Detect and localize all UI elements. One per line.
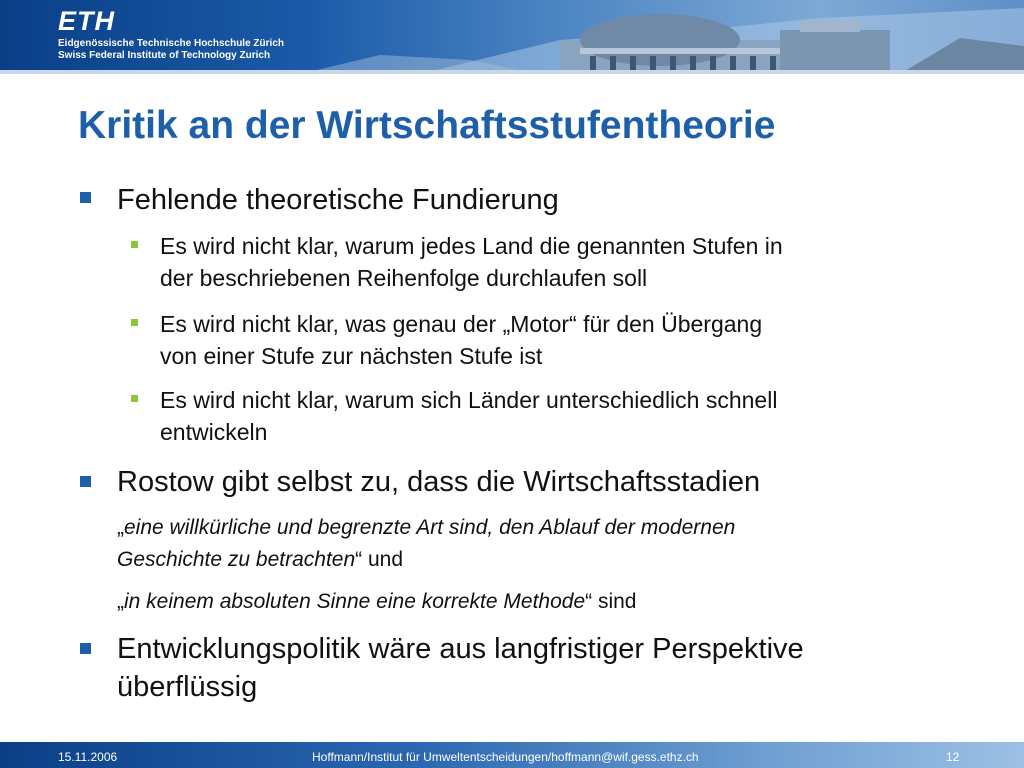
sub-bullet-square-icon (131, 395, 138, 402)
sub-bullet-3-line-2: entwickeln (160, 419, 268, 445)
quote-1-line-2: Geschichte zu betrachten“ und (117, 548, 404, 571)
bullet-2-text: Rostow gibt selbst zu, dass die Wirtschaftsstadien (117, 466, 761, 498)
eth-logo: ETH (58, 6, 115, 36)
bullet-1-text: Fehlende theoretische Fundierung (117, 184, 559, 216)
quote-2: „in keinem absoluten Sinne eine korrekte Methode“ sind (117, 590, 637, 613)
quote-1-line-1: „eine willkürliche und begrenzte Art sind, den Ablauf der modernen (117, 516, 736, 539)
footer-bar (0, 742, 1024, 768)
footer-author: Hoffmann/Institut für Umweltentscheidungen/hoffmann@wif.gess.ethz.ch (312, 750, 699, 764)
sub-bullet-2-line-2: von einer Stufe zur nächsten Stufe ist (160, 343, 543, 369)
header-banner (0, 0, 1024, 74)
institution-name-en: Swiss Federal Institute of Technology Zurich (58, 50, 271, 61)
sub-bullet-square-icon (131, 319, 138, 326)
footer-date: 15.11.2006 (58, 750, 118, 764)
bullet-square-icon (80, 643, 91, 654)
bullet-3-line-2: überflüssig (117, 671, 258, 703)
slide-title: Kritik an der Wirtschaftsstufentheorie (78, 104, 776, 147)
institution-name-de: Eidgenössische Technische Hochschule Zürich (58, 38, 284, 49)
sub-bullet-3-line-1: Es wird nicht klar, warum sich Länder unterschiedlich schnell (160, 387, 778, 413)
sub-bullet-2-line-1: Es wird nicht klar, was genau der „Motor“ für den Übergang (160, 311, 763, 337)
sub-bullet-1-line-2: der beschriebenen Reihenfolge durchlaufen soll (160, 265, 648, 291)
sub-bullet-square-icon (131, 241, 138, 248)
building-skyline (0, 0, 1024, 74)
sub-bullet-1-line-1: Es wird nicht klar, warum jedes Land die genannten Stufen in (160, 233, 783, 259)
bullet-square-icon (80, 192, 91, 203)
bullet-3-line-1: Entwicklungspolitik wäre aus langfristiger Perspektive (117, 633, 804, 665)
bullet-square-icon (80, 476, 91, 487)
footer-page-number: 12 (946, 750, 960, 764)
